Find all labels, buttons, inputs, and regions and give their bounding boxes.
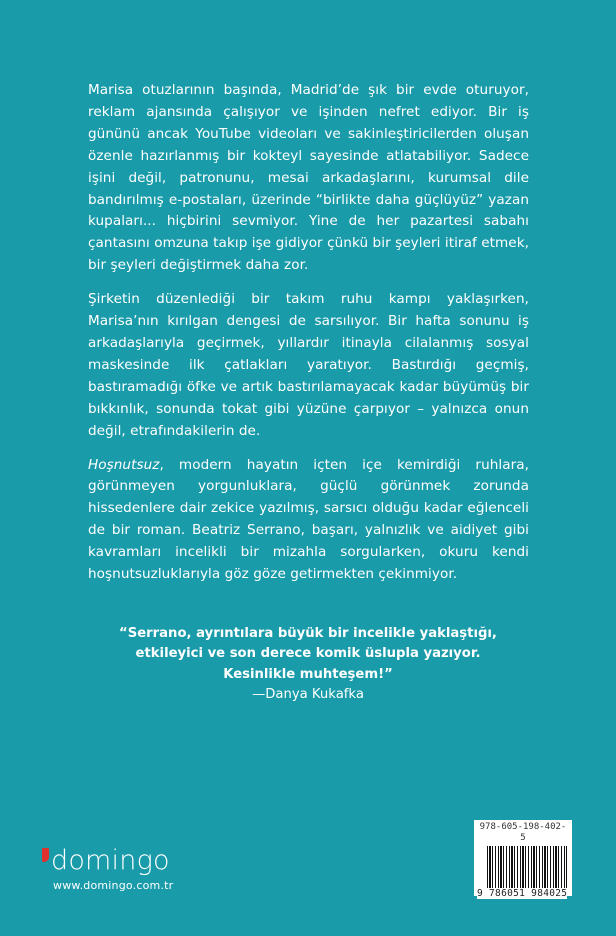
ean-number	[477, 888, 569, 900]
isbn-number: 978-605-198-402-5	[479, 822, 567, 843]
apostrophe-logo-icon	[42, 848, 49, 862]
blurb-paragraph-3	[88, 455, 529, 586]
quote-line-1: “Serrano, ayrıntılara büyük bir incelikle yaklaştığı,	[119, 626, 497, 641]
quote-line-3: Kesinlikle muhteşem!”	[223, 666, 393, 682]
review-quote	[100, 624, 516, 705]
publisher-url: www.domingo.com.tr	[53, 879, 174, 892]
blurb-paragraph-3-text: , modern hayatın içten içe kemirdiği ruhlara, görünmeyen yorgunluklara, güçlü görünmek zorunda hissedenlere dair zekice yazılmış, sarsıcı olduğu kadar eğlenceli de bir roman. Beatriz Serrano, başarı, yalnızlık ve aidiyet gibi kavramları incelikli bir mizahla sorgularken, okuru kendi hoşnutsuzluklarıyla göz göze getirmekten çekinmiyor.	[88, 456, 529, 583]
blurb-paragraph-1: Marisa otuzlarının başında, Madrid’de şık bir evde oturuyor, reklam ajansında çalışıyor ve işinden nefret ediyor. Bir iş gününü ancak YouTube videoları ve sakinleştiricilerden oluşan özenle hazırlanmış bir kokteyl sayesinde atlatabiliyor. Sadece işini değil, patronunu, mesai arkadaşlarını, kurumsal dile bandırılmış e-postaları, üzerinde “birlikte daha güçlüyüz” yazan kupaları... hiçbirini sevmiyor. Yine de her pazartesi sabahı çantasını omzuna takıp işe gidiyor çünkü bir şeyleri itiraf etmek, bir şeyleri değiştirmek daha zor.	[88, 82, 529, 274]
isbn-barcode	[474, 820, 572, 899]
blurb	[88, 80, 529, 586]
quote-line-2: etkileyici ve son derece komik üslupla yazıyor.	[135, 646, 481, 662]
publisher-name: domingo	[51, 845, 170, 876]
publisher-logo	[42, 840, 170, 876]
blurb-paragraph-2: Şirketin düzenlediği bir takım ruhu kampı yaklaşırken, Marisa’nın kırılgan dengesi de sarsılıyor. Bir hafta sonunu iş arkadaşlarıyla geçirmek, yıllardır itinayla cilalanmış sosyal maskesinde ilk çatlakları yaratıyor. Bastırdığı geçmiş, bastıramadığı öfke ve artık bastırılamayacak kadar büyümüş bir bıkkınlık, sonunda tokat gibi yüzüne çarpıyor – yalnızca onun değil, etrafındakilerin de.	[88, 291, 529, 439]
ean-digits: 9 786051 984025	[477, 888, 568, 899]
book-title-italic: Hoşnutsuz	[88, 456, 160, 473]
barcode-bars-icon	[487, 846, 567, 891]
quote-author: —Danya Kukafka	[252, 686, 364, 702]
